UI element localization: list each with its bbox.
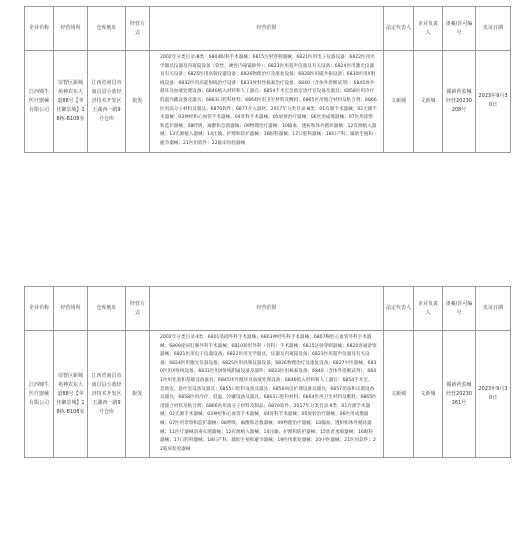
header-mode: 经营方式 <box>126 7 150 51</box>
license-number: 赣新药监械经营20230261号 <box>443 331 476 458</box>
header-company: 企业名称 <box>25 287 54 331</box>
business-premises: 崇智区新城苑神农东大道88号【苹佳御景城】18栋-B108室 <box>54 51 88 153</box>
business-scope: 2002年分类目录-Ⅲ类：6804眼科手术器械；6815注射穿刺器械；6821医用电子仪器设备；6822医用光学器具仪器及内窥镜设备（软性、硬性内窥镜除外）；6823医用超声仪器及有关设备；6824医用激光仪器及有关设备；6825医用高频仪器设备；6826物理治疗及康复设备；6828医用磁共振设备；6830医用X射线设备；6832医用高能射线治疗设备；6833放射性核素治疗设备；6840（含体外诊断试剂）；6845体外循环及血液处理设备；6846植入材料和人工器官；6854手术室急救室诊疗室设备及器具；6858医用冷疗低温冷藏设备及器具；6863口腔科材料；6864医用卫生材料及敷料；6865医用缝合材料及粘合剂；6866医用高分子材料及制品；6870软件；6877介入器材。2017年分类目录-Ⅲ类：01有源手术器械；02无源手术器械；03神经和心血管手术器械；04骨科手术器械；05放射治疗器械；06医用成像器械；07医用诊察和监护器械；08呼吸、麻醉和急救器械；09物理治疗器械；10输血、透析和体外循环器械；12有源植入器械；13无源植入器械；14注输、护理和防护器械；16眼科器械；17口腔科器械；18妇产科、辅助生殖和避孕器械；21医用软件；22临床检验器械 <box>150 51 384 153</box>
header-premises: 经营场所 <box>54 7 88 51</box>
header-legal-rep: 法定代表人 <box>384 287 414 331</box>
header-manager: 企业负责人 <box>414 7 443 51</box>
header-warehouse: 仓库地址 <box>88 287 126 331</box>
header-premises: 经营场所 <box>54 287 88 331</box>
company-name: 江西锦生医疗器械有限公司 <box>25 331 54 458</box>
company-manager: 文新城 <box>414 51 443 153</box>
header-company: 企业名称 <box>25 7 54 51</box>
license-table-1 <box>24 6 511 153</box>
legal-representative: 文新城 <box>384 51 414 153</box>
company-manager: 文新城 <box>414 331 443 458</box>
legal-representative: 文新城 <box>384 331 414 458</box>
business-premises: 崇智区新城苑神农东大道88号【苹佳御景城】18栋-B108室 <box>54 331 88 458</box>
business-scope: 2002年分类目录-Ⅱ类：6801基础外科手术器械；6803神经外科手术器械；6807胸腔心血管外科手术器械；6809泌尿肛肠外科手术器械；6810矫形外科（骨科）手术器械；6815注射穿刺器械；6820普通诊察器械；6821医用电子仪器设备；6822医用光学器具、仪器及内窥镜设备；6823医用超声仪器及有关设备；6824医用激光仪器设备；6825医用高频仪器设备；6826物理治疗及康复设备；6827中医器械；6830医用X射线设备；6831医用X射线附属设备及部件；6833医用核素设备；6840（含体外诊断试剂）；6841医用化验和基础设备器具；6845体外循环及血液处理设备；6846植入材料和人工器官；6854手术室、急救室、诊疗室设备及器具；6855口腔科设备及器具；6856病房护理设备及器具；6857消毒和灭菌设备及器具；6858医用冷疗、低温、冷藏设备及器具；6863口腔科材料；6864医用卫生材料及敷料；6865医用缝合材料及粘合剂；6866医用高分子材料及制品；6870软件。2017年分类目录-Ⅱ类：01有源手术器械；02无源手术器械；03神经和心血管手术器械；04骨科手术器械；05放射治疗器械；06医用成像器械；07医用诊察和监护器械；08呼吸、麻醉和急救器械；09物理治疗器械；10输血、透析和体外循环器械；11医疗器械消毒灭菌器械；12有源植入器械；14注输、护理和防护器械；15患者承载器械；16眼科器械；17口腔科器械；18妇产科、辅助生殖和避孕器械；19医用康复器械；20中医器械；21医用软件；22临床检验器械 <box>150 331 384 458</box>
license-number: 赣新药监械经营20230208号 <box>443 51 476 153</box>
issue-date: 2023年9月30日 <box>476 331 511 458</box>
warehouse-address: 江西省南昌市南昌县小蓝经济技术开发区玉湖西一路9号仓库 <box>88 51 126 153</box>
header-warehouse: 仓库地址 <box>88 7 126 51</box>
company-name: 江西锦生医疗器械有限公司 <box>25 51 54 153</box>
header-row <box>25 287 511 331</box>
header-mode: 经营方式 <box>126 287 150 331</box>
header-license-no: 备案/许可编号 <box>443 7 476 51</box>
header-scope: 经营范围 <box>150 7 384 51</box>
issue-date: 2023年9月30日 <box>476 51 511 153</box>
header-scope: 经营范围 <box>150 287 384 331</box>
header-row <box>25 7 511 51</box>
header-issue-date: 发证日期 <box>476 7 511 51</box>
header-issue-date: 发证日期 <box>476 287 511 331</box>
warehouse-address: 江西省南昌市南昌县小蓝经济技术开发区玉湖西一路9号仓库 <box>88 331 126 458</box>
table-row <box>25 51 511 153</box>
license-table-2 <box>24 286 511 458</box>
header-legal-rep: 法定代表人 <box>384 7 414 51</box>
business-mode: 批发 <box>126 51 150 153</box>
header-license-no: 备案/许可编号 <box>443 287 476 331</box>
business-mode: 批发 <box>126 331 150 458</box>
header-manager: 企业负责人 <box>414 287 443 331</box>
table-row <box>25 331 511 458</box>
